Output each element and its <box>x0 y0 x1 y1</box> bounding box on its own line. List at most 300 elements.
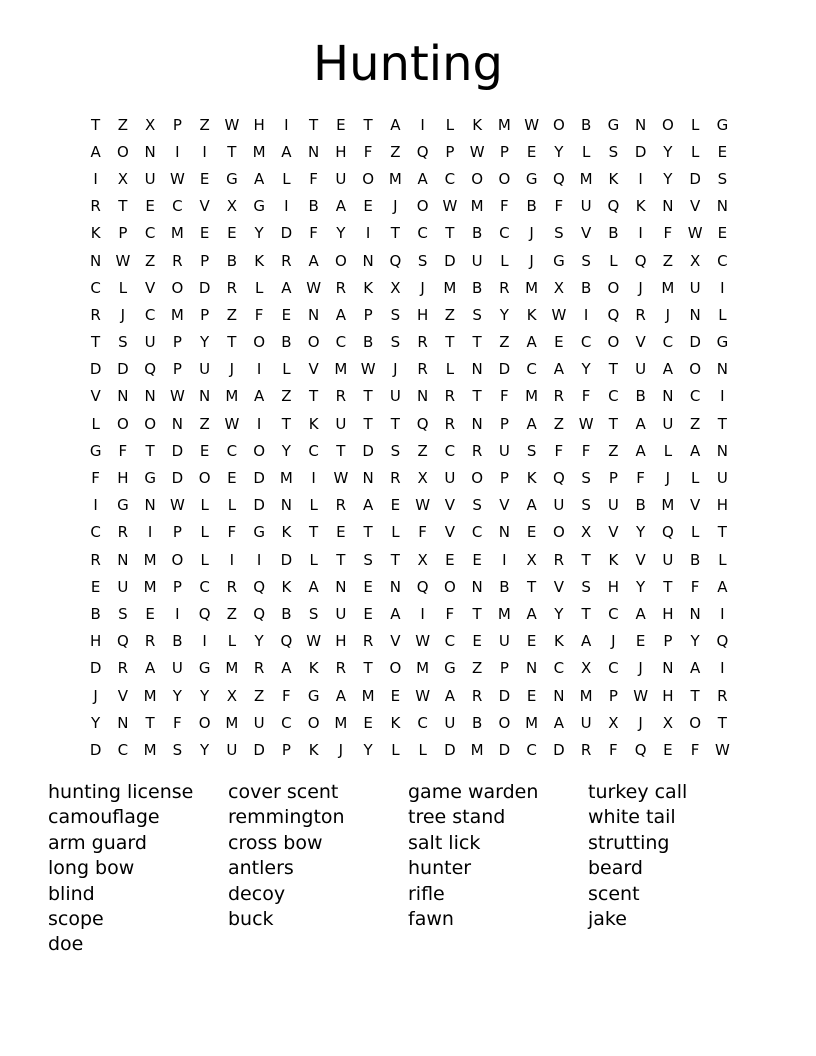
grid-letter: N <box>417 387 429 406</box>
word-list-item: beard <box>588 857 643 880</box>
grid-letter: N <box>199 387 211 406</box>
grid-letter: X <box>417 469 428 488</box>
grid-letter: O <box>443 577 456 596</box>
grid-letter: T <box>472 387 482 406</box>
grid-letter: M <box>497 115 511 134</box>
grid-letter: M <box>143 686 157 705</box>
grid-letter: I <box>256 360 262 379</box>
grid-letter: C <box>172 197 183 216</box>
grid-letter: L <box>200 496 209 515</box>
grid-letter: Q <box>552 469 565 488</box>
grid-letter: S <box>717 169 728 188</box>
grid-letter: D <box>689 333 701 352</box>
grid-letter: Z <box>417 441 428 460</box>
grid-letter: T <box>145 713 155 732</box>
grid-letter: M <box>143 577 157 596</box>
grid-letter: K <box>254 251 265 270</box>
grid-letter: T <box>608 414 618 433</box>
grid-letter: T <box>145 441 155 460</box>
grid-letter: T <box>445 333 455 352</box>
grid-letter: F <box>554 197 564 216</box>
grid-letter: W <box>306 632 322 651</box>
grid-letter: B <box>689 550 701 569</box>
grid-letter: R <box>117 523 129 542</box>
grid-letter: Q <box>416 142 429 161</box>
grid-letter: I <box>256 414 262 433</box>
grid-letter: U <box>199 360 211 379</box>
grid-letter: B <box>226 251 238 270</box>
grid-letter: D <box>444 251 456 270</box>
grid-letter: C <box>90 278 101 297</box>
word-list-item: turkey call <box>588 781 688 803</box>
grid-letter: C <box>226 441 238 460</box>
grid-letter: N <box>362 469 374 488</box>
grid-letter: F <box>609 740 618 759</box>
grid-letter: E <box>363 197 373 216</box>
grid-letter: J <box>638 278 643 297</box>
grid-letter: N <box>689 305 701 324</box>
grid-letter: R <box>417 333 428 352</box>
grid-letter: N <box>526 659 538 678</box>
grid-letter: S <box>526 441 537 460</box>
grid-letter: I <box>175 142 180 161</box>
word-list-item: long bow <box>48 857 135 880</box>
grid-letter: M <box>225 713 239 732</box>
grid-letter: A <box>253 169 265 188</box>
grid-letter: Y <box>200 333 210 352</box>
grid-letter: L <box>718 305 727 324</box>
grid-letter: P <box>608 469 618 488</box>
grid-letter: B <box>281 604 292 623</box>
grid-letter: S <box>608 142 619 161</box>
grid-letter: P <box>172 333 182 352</box>
grid-letter: O <box>552 115 565 134</box>
grid-row <box>82 111 736 138</box>
grid-letter: G <box>117 496 129 515</box>
grid-letter: H <box>662 686 674 705</box>
grid-letter: U <box>444 713 456 732</box>
grid-letter: R <box>717 686 728 705</box>
grid-letter: L <box>500 251 509 270</box>
grid-letter: A <box>662 360 673 379</box>
grid-letter: Q <box>661 523 674 542</box>
grid-letter: C <box>717 251 728 270</box>
grid-letter: P <box>172 577 182 596</box>
grid-letter: R <box>253 659 265 678</box>
grid-letter: V <box>144 278 156 297</box>
grid-letter: G <box>716 115 729 134</box>
grid-letter: S <box>581 469 591 488</box>
grid-letter: M <box>661 496 675 515</box>
grid-letter: D <box>253 496 265 515</box>
grid-row <box>82 383 736 410</box>
grid-letter: C <box>662 333 674 352</box>
grid-letter: C <box>608 604 619 623</box>
grid-letter: S <box>390 333 401 352</box>
grid-letter: Z <box>390 142 401 161</box>
grid-letter: L <box>445 360 455 379</box>
grid-letter: H <box>117 469 129 488</box>
grid-letter: L <box>581 142 591 161</box>
grid-letter: O <box>471 469 484 488</box>
grid-letter: T <box>472 333 482 352</box>
grid-letter: A <box>390 604 401 623</box>
grid-letter: O <box>144 414 157 433</box>
grid-letter: Q <box>607 197 620 216</box>
grid-letter: J <box>120 305 126 324</box>
grid-letter: A <box>335 197 346 216</box>
word-list-item: antlers <box>228 857 294 880</box>
grid-letter: D <box>444 740 456 759</box>
grid-letter: N <box>308 142 320 161</box>
grid-letter: B <box>471 713 483 732</box>
grid-letter: Z <box>253 686 265 705</box>
grid-letter: E <box>145 604 155 623</box>
grid-letter: V <box>390 632 401 651</box>
grid-letter: D <box>89 740 102 759</box>
grid-letter: K <box>608 169 619 188</box>
grid-letter: P <box>363 305 373 324</box>
grid-letter: A <box>717 577 728 596</box>
grid-letter: U <box>553 496 565 515</box>
grid-letter: L <box>309 496 318 515</box>
grid-letter: D <box>117 360 129 379</box>
grid-letter: S <box>118 333 128 352</box>
grid-letter: U <box>144 333 156 352</box>
grid-letter: K <box>281 577 292 596</box>
grid-letter: D <box>89 659 102 678</box>
grid-row <box>82 410 736 437</box>
grid-letter: T <box>527 577 537 596</box>
grid-letter: R <box>281 251 292 270</box>
grid-letter: K <box>308 740 319 759</box>
grid-letter: C <box>117 740 129 759</box>
grid-letter: R <box>90 550 101 569</box>
grid-letter: U <box>226 740 238 759</box>
grid-letter: L <box>663 441 673 460</box>
grid-letter: O <box>171 550 184 569</box>
grid-letter: A <box>417 169 428 188</box>
grid-letter: N <box>389 577 401 596</box>
grid-letter: F <box>254 305 264 324</box>
grid-letter: M <box>143 740 157 759</box>
grid-letter: I <box>420 604 425 623</box>
grid-letter: Z <box>144 251 156 270</box>
grid-letter: V <box>117 686 128 705</box>
grid-letter: Q <box>607 305 620 324</box>
grid-letter: E <box>390 686 401 705</box>
grid-letter: I <box>720 659 725 678</box>
grid-letter: A <box>308 577 319 596</box>
grid-letter: F <box>118 441 128 460</box>
grid-letter: F <box>581 441 591 460</box>
grid-letter: E <box>145 197 155 216</box>
grid-letter: H <box>335 142 347 161</box>
grid-letter: O <box>416 197 429 216</box>
grid-letter: T <box>390 224 400 243</box>
grid-letter: A <box>281 278 292 297</box>
grid-row <box>82 165 736 192</box>
grid-letter: Y <box>254 224 264 243</box>
grid-letter: R <box>390 469 401 488</box>
grid-letter: W <box>169 496 185 515</box>
grid-letter: R <box>144 632 156 651</box>
grid-letter: W <box>169 169 185 188</box>
grid-letter: R <box>471 686 483 705</box>
grid-letter: T <box>309 115 319 134</box>
grid-letter: E <box>526 632 537 651</box>
grid-letter: J <box>229 360 235 379</box>
grid-letter: M <box>525 387 539 406</box>
grid-letter: Z <box>226 604 238 623</box>
grid-letter: Q <box>416 577 429 596</box>
grid-letter: A <box>526 414 537 433</box>
grid-letter: R <box>335 496 347 515</box>
grid-letter: P <box>172 523 182 542</box>
grid-letter: B <box>90 604 101 623</box>
word-list-item: hunting license <box>48 781 194 803</box>
grid-letter: L <box>309 550 318 569</box>
grid-letter: E <box>227 224 237 243</box>
grid-letter: A <box>144 659 156 678</box>
word-list-item: tree stand <box>408 806 506 829</box>
grid-letter: G <box>144 469 156 488</box>
grid-letter: K <box>472 115 483 134</box>
word-list-item: strutting <box>588 831 670 854</box>
grid-letter: I <box>284 115 289 134</box>
grid-letter: M <box>170 224 184 243</box>
grid-letter: X <box>226 686 238 705</box>
grid-letter: S <box>308 604 319 623</box>
grid-letter: Z <box>553 414 565 433</box>
grid-letter: R <box>226 278 238 297</box>
grid-letter: O <box>253 441 266 460</box>
grid-letter: C <box>144 224 156 243</box>
grid-letter: G <box>525 169 538 188</box>
grid-letter: J <box>638 713 643 732</box>
word-list-item: cover scent <box>228 781 339 803</box>
grid-letter: P <box>200 305 210 324</box>
grid-letter: D <box>89 360 102 379</box>
word-list-item: jake <box>588 907 627 930</box>
grid-letter: U <box>335 414 347 433</box>
grid-letter: Z <box>226 305 238 324</box>
grid-letter: O <box>334 251 347 270</box>
grid-letter: X <box>526 550 537 569</box>
grid-letter: Z <box>117 115 129 134</box>
grid-letter: C <box>417 224 428 243</box>
grid-letter: B <box>281 333 292 352</box>
grid-letter: N <box>117 550 129 569</box>
grid-letter: C <box>499 224 510 243</box>
grid-letter: G <box>307 686 320 705</box>
grid-letter: R <box>417 360 428 379</box>
grid-row <box>82 274 736 301</box>
grid-letter: Y <box>636 523 646 542</box>
grid-letter: A <box>635 604 646 623</box>
grid-letter: B <box>608 224 619 243</box>
grid-letter: X <box>226 197 238 216</box>
grid-letter: N <box>471 577 483 596</box>
grid-letter: M <box>470 197 484 216</box>
grid-letter: R <box>335 387 347 406</box>
grid-letter: R <box>444 387 456 406</box>
grid-letter: K <box>363 278 374 297</box>
grid-letter: K <box>526 305 537 324</box>
grid-letter: I <box>202 632 207 651</box>
grid-letter: H <box>416 305 429 324</box>
grid-letter: C <box>471 523 483 542</box>
grid-letter: M <box>225 387 239 406</box>
grid-letter: U <box>335 169 347 188</box>
grid-letter: T <box>363 659 373 678</box>
grid-letter: S <box>417 251 428 270</box>
grid-letter: U <box>389 387 401 406</box>
grid-letter: C <box>281 713 292 732</box>
grid-letter: O <box>498 713 511 732</box>
grid-letter: W <box>306 278 322 297</box>
grid-letter: F <box>554 441 564 460</box>
grid-letter: I <box>311 469 316 488</box>
grid-letter: F <box>690 740 700 759</box>
grid-letter: E <box>526 523 537 542</box>
grid-letter: A <box>526 604 537 623</box>
grid-letter: W <box>714 740 730 759</box>
grid-letter: A <box>90 142 101 161</box>
grid-letter: D <box>253 740 265 759</box>
grid-letter: T <box>472 604 482 623</box>
grid-letter: N <box>308 305 320 324</box>
grid-letter: I <box>229 550 235 569</box>
word-list-item: buck <box>228 907 274 930</box>
grid-letter: U <box>117 577 129 596</box>
grid-letter: L <box>690 523 700 542</box>
grid-letter: T <box>281 414 291 433</box>
grid-letter: R <box>172 251 183 270</box>
grid-letter: L <box>391 740 400 759</box>
grid-letter: E <box>717 224 728 243</box>
grid-letter: R <box>117 659 129 678</box>
grid-letter: J <box>638 659 643 678</box>
grid-letter: C <box>580 333 592 352</box>
grid-letter: R <box>553 387 565 406</box>
grid-letter: M <box>525 713 539 732</box>
grid-letter: L <box>690 115 700 134</box>
grid-letter: O <box>307 333 320 352</box>
grid-letter: N <box>144 496 156 515</box>
grid-letter: L <box>227 496 237 515</box>
grid-letter: O <box>116 414 129 433</box>
grid-letter: O <box>253 333 266 352</box>
grid-letter: F <box>690 577 700 596</box>
grid-row <box>82 519 736 546</box>
grid-letter: W <box>115 251 131 270</box>
grid-letter: T <box>336 441 346 460</box>
grid-letter: G <box>607 115 620 134</box>
grid-letter: L <box>609 251 618 270</box>
grid-letter: P <box>118 224 128 243</box>
grid-letter: O <box>607 333 620 352</box>
grid-letter: B <box>580 278 592 297</box>
grid-row <box>82 193 736 220</box>
grid-letter: T <box>608 360 618 379</box>
grid-letter: C <box>144 305 156 324</box>
grid-letter: I <box>202 142 207 161</box>
grid-letter: R <box>580 740 592 759</box>
grid-letter: E <box>281 305 292 324</box>
grid-letter: E <box>390 496 401 515</box>
grid-letter: D <box>198 278 211 297</box>
grid-letter: G <box>253 197 265 216</box>
grid-letter: O <box>171 278 184 297</box>
grid-letter: A <box>444 686 455 705</box>
grid-letter: N <box>471 414 483 433</box>
grid-letter: W <box>415 496 431 515</box>
grid-letter: B <box>308 197 319 216</box>
grid-letter: P <box>200 251 210 270</box>
grid-row <box>82 573 736 600</box>
word-list-item: cross bow <box>228 831 323 854</box>
grid-letter: F <box>309 169 318 188</box>
grid-letter: D <box>498 686 511 705</box>
grid-letter: I <box>720 278 725 297</box>
grid-letter: A <box>553 713 564 732</box>
grid-letter: H <box>662 604 674 623</box>
grid-letter: I <box>502 550 507 569</box>
grid-letter: P <box>445 142 455 161</box>
grid-letter: A <box>635 441 646 460</box>
grid-letter: E <box>199 224 210 243</box>
grid-letter: O <box>198 713 211 732</box>
grid-letter: Z <box>444 305 456 324</box>
grid-letter: Y <box>200 740 210 759</box>
grid-letter: D <box>171 441 184 460</box>
grid-letter: E <box>227 469 237 488</box>
grid-row <box>82 220 736 247</box>
grid-letter: T <box>227 142 237 161</box>
grid-letter: M <box>579 686 593 705</box>
grid-letter: U <box>607 496 619 515</box>
grid-letter: U <box>689 278 701 297</box>
grid-letter: R <box>471 441 483 460</box>
grid-letter: V <box>90 387 101 406</box>
grid-letter: B <box>172 632 183 651</box>
grid-letter: P <box>499 469 509 488</box>
grid-letter: M <box>252 142 266 161</box>
grid-letter: E <box>363 577 373 596</box>
grid-letter: N <box>716 441 728 460</box>
grid-letter: D <box>553 740 565 759</box>
grid-letter: M <box>334 360 348 379</box>
grid-letter: L <box>91 414 100 433</box>
grid-letter: Z <box>608 441 619 460</box>
grid-letter: C <box>608 387 619 406</box>
grid-letter: S <box>363 550 373 569</box>
word-list-item: scope <box>48 907 104 930</box>
grid-row <box>82 709 736 736</box>
grid-letter: F <box>91 469 100 488</box>
grid-letter: A <box>390 115 401 134</box>
grid-letter: I <box>720 604 725 623</box>
grid-letter: I <box>93 496 98 515</box>
grid-letter: W <box>524 115 540 134</box>
grid-letter: U <box>144 169 156 188</box>
grid-letter: J <box>420 278 425 297</box>
grid-letter: S <box>472 305 482 324</box>
grid-letter: P <box>663 632 673 651</box>
grid-row <box>82 301 736 328</box>
grid-letter: N <box>662 387 674 406</box>
